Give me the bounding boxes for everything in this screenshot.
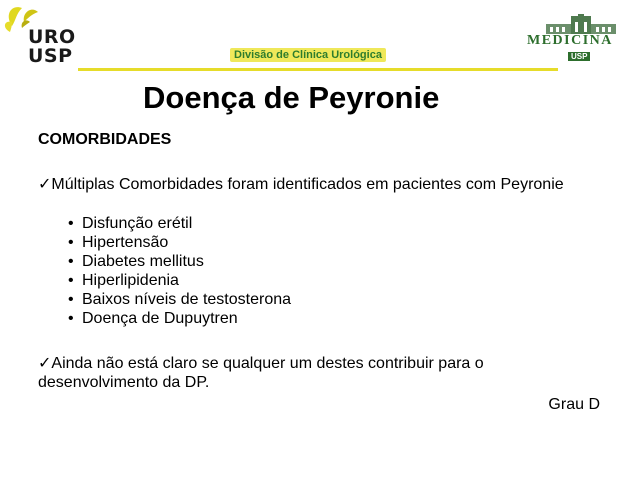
list-item: • Hiperlipidenia xyxy=(68,271,291,290)
list-item: • Diabetes mellitus xyxy=(68,252,291,271)
medicina-logo-usp: USP xyxy=(568,52,590,61)
list-item: • Disfunção erétil xyxy=(68,214,291,233)
uro-usp-logo-text xyxy=(28,28,76,66)
header-caption: Divisão de Clínica Urológica xyxy=(230,48,386,62)
section-heading: COMORBIDADES xyxy=(38,131,172,148)
list-item: • Hipertensão xyxy=(68,233,291,252)
evidence-grade: Grau D xyxy=(548,396,600,413)
faculty-building-icon xyxy=(546,14,616,34)
bullet-uncertainty xyxy=(38,353,598,392)
header-divider xyxy=(78,68,558,71)
medicina-logo-text: MEDICINA xyxy=(527,33,613,48)
check-mark-icon: ✓ xyxy=(38,353,52,372)
bullet-comorbidities xyxy=(38,174,598,194)
list-item: • Baixos níveis de testosterona xyxy=(68,290,291,309)
logo-line-usp: USP xyxy=(28,45,73,67)
check-mark-icon: ✓ xyxy=(38,174,52,193)
slide-title: Doença de Peyronie xyxy=(143,80,440,115)
comorbidity-list xyxy=(68,214,291,328)
bullet-comorbidities-text: Múltiplas Comorbidades foram identificados em pacientes com Peyronie xyxy=(51,176,564,193)
logo-line-uro: URO xyxy=(28,26,76,48)
list-item: • Doença de Dupuytren xyxy=(68,309,291,328)
bullet-uncertainty-text: Ainda não está claro se qualquer um destes contribuir para o desenvolvimento da DP. xyxy=(38,355,484,391)
